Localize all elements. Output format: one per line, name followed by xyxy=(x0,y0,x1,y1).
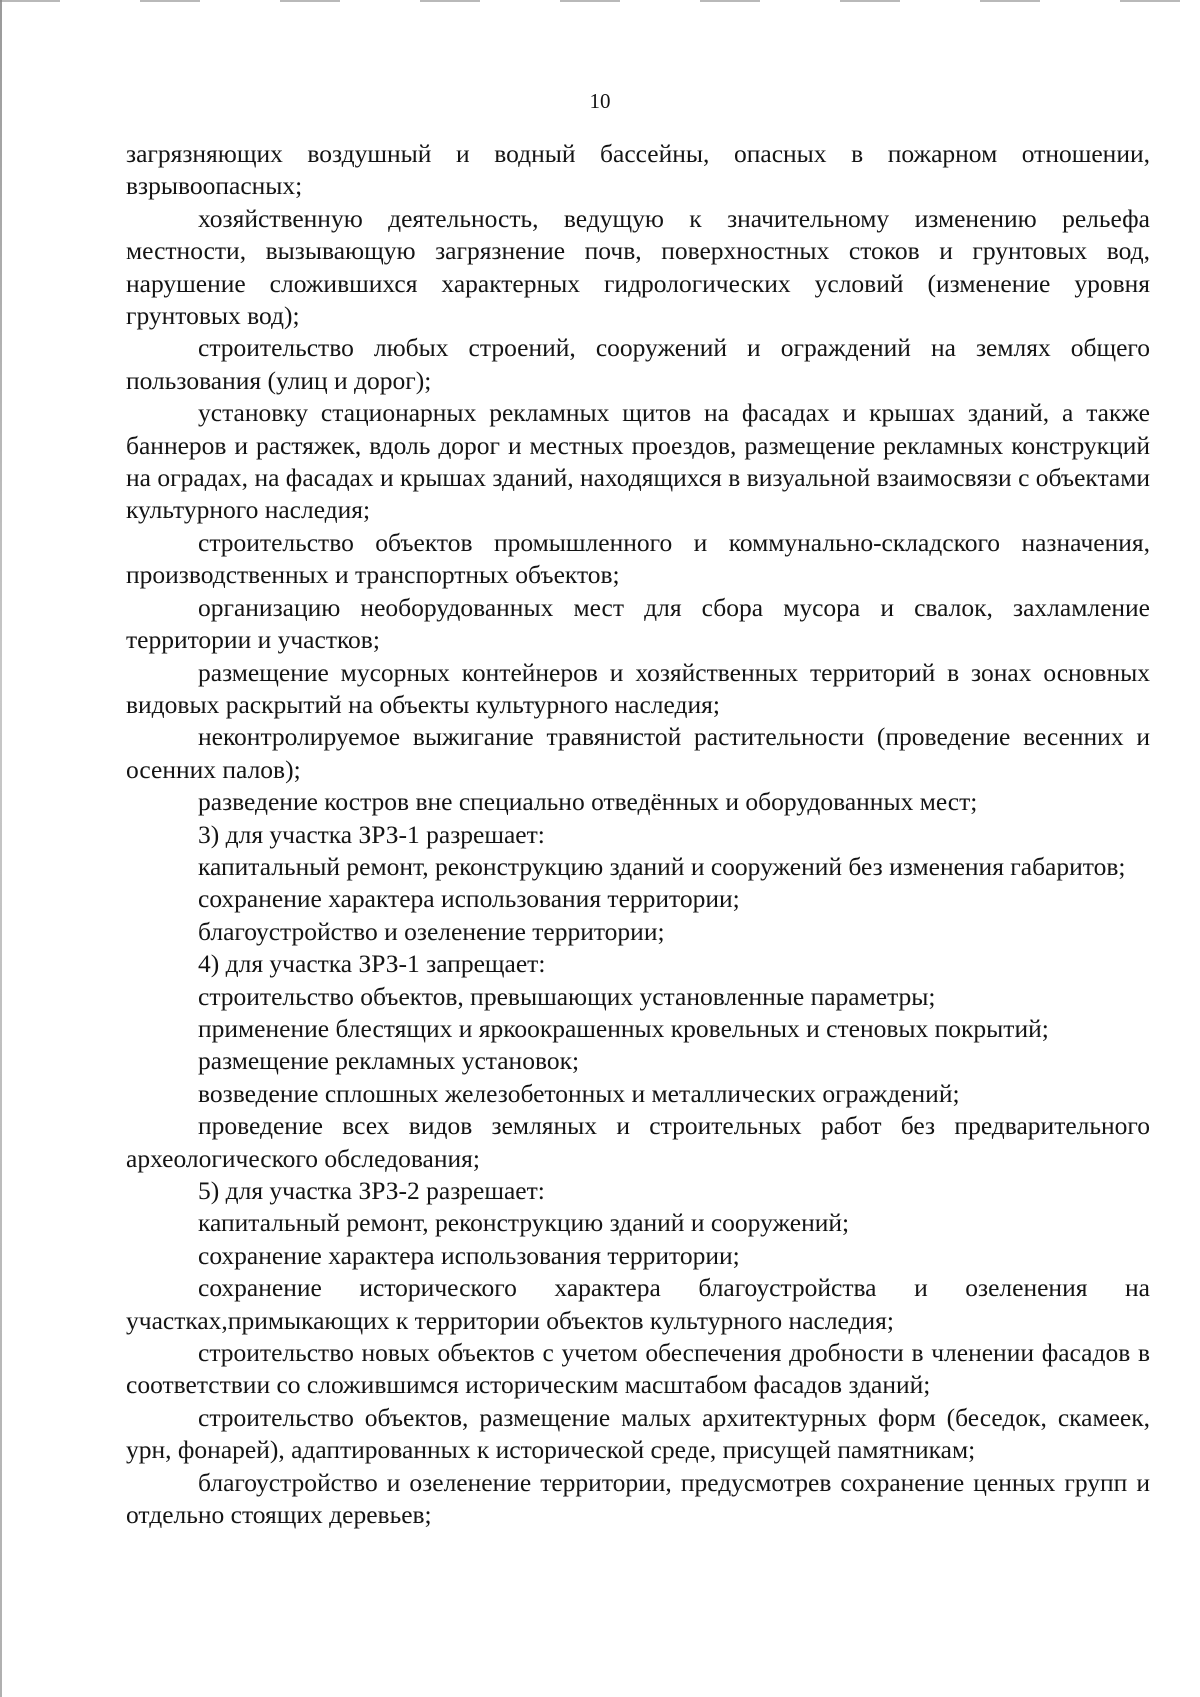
paragraph: загрязняющих воздушный и водный бассейны, опасных в пожарном отношении, взрывоопасных; xyxy=(126,139,1150,201)
paragraph: капитальный ремонт, реконструкцию зданий и сооружений; xyxy=(198,1208,850,1238)
section-heading: 5) для участка ЗРЗ-2 разрешает: xyxy=(198,1176,545,1205)
paragraph: проведение всех видов земляных и строительных работ без предварительного археологического обследования; xyxy=(126,1111,1150,1173)
paragraph: организацию необорудованных мест для сбора мусора и свалок, захламление территории и участков; xyxy=(126,592,1150,655)
paragraph: возведение сплошных железобетонных и металлических ограждений; xyxy=(198,1078,960,1108)
paragraph: размещение рекламных установок; xyxy=(198,1046,580,1076)
paragraph: строительство любых строений, сооружений и ограждений на землях общего пользования (улиц и дорог); xyxy=(126,333,1150,395)
section-heading: 4) для участка ЗРЗ-1 запрещает: xyxy=(198,949,546,979)
paragraph: строительство новых объектов с учетом обеспечения дробности в членении фасадов в соответствии со сложившимся историческим масштабом фасадов зданий; xyxy=(126,1338,1150,1400)
section-heading: 3) для участка ЗРЗ-1 разрешает: xyxy=(198,819,545,849)
paragraph: размещение мусорных контейнеров и хозяйственных территорий в зонах основных видовых раскрытий на объекты культурного наследия; xyxy=(126,657,1150,719)
paragraph: хозяйственную деятельность, ведущую к значительному изменению рельефа местности, вызывающую загрязнение почв, поверхностных стоков и грунтовых вод, нарушение сложившихся характерных гидрологических условий (изменение уровня грунтовых вод); xyxy=(126,203,1150,331)
paragraph: сохранение исторического характера благоустройства и озеленения на участках,примыкающих к территории объектов культурного наследия; xyxy=(126,1273,1150,1335)
paragraph: сохранение характера использования территории; xyxy=(198,884,740,914)
paragraph: разведение костров вне специально отведённых и оборудованных мест; xyxy=(198,787,978,817)
paragraph: благоустройство и озеленение территории, предусмотрев сохранение ценных групп и отдельно стоящих деревьев; xyxy=(126,1467,1150,1530)
paragraph: сохранение характера использования территории; xyxy=(198,1240,740,1270)
paragraph: строительство объектов, превышающих установленные параметры; xyxy=(198,981,936,1011)
page-number: 10 xyxy=(589,89,611,113)
paragraph: строительство объектов промышленного и коммунально-складского назначения, производственных и транспортных объектов; xyxy=(126,527,1150,590)
scan-edge-top xyxy=(0,0,1200,2)
paragraph: неконтролируемое выжигание травянистой растительности (проведение весенних и осенних палов); xyxy=(126,722,1150,784)
document-body xyxy=(126,138,1150,1531)
paragraph: применение блестящих и яркоокрашенных кровельных и стеновых покрытий; xyxy=(198,1013,1049,1043)
paragraph: установку стационарных рекламных щитов на фасадах и крышах зданий, а также баннеров и растяжек, вдоль дорог и местных проездов, размещение рекламных конструкций на оградах, на фасадах и крышах зданий, находящихся в визуальной взаимосвязи с объектами культурного наследия; xyxy=(126,398,1150,525)
scan-edge-left xyxy=(0,0,2,1697)
paragraph: строительство объектов, размещение малых архитектурных форм (беседок, скамеек, урн, фонарей), адаптированных к исторической среде, присущей памятникам; xyxy=(126,1402,1150,1465)
paragraph: благоустройство и озеленение территории; xyxy=(198,916,665,946)
paragraph: капитальный ремонт, реконструкцию зданий и сооружений без изменения габаритов; xyxy=(198,851,1126,881)
